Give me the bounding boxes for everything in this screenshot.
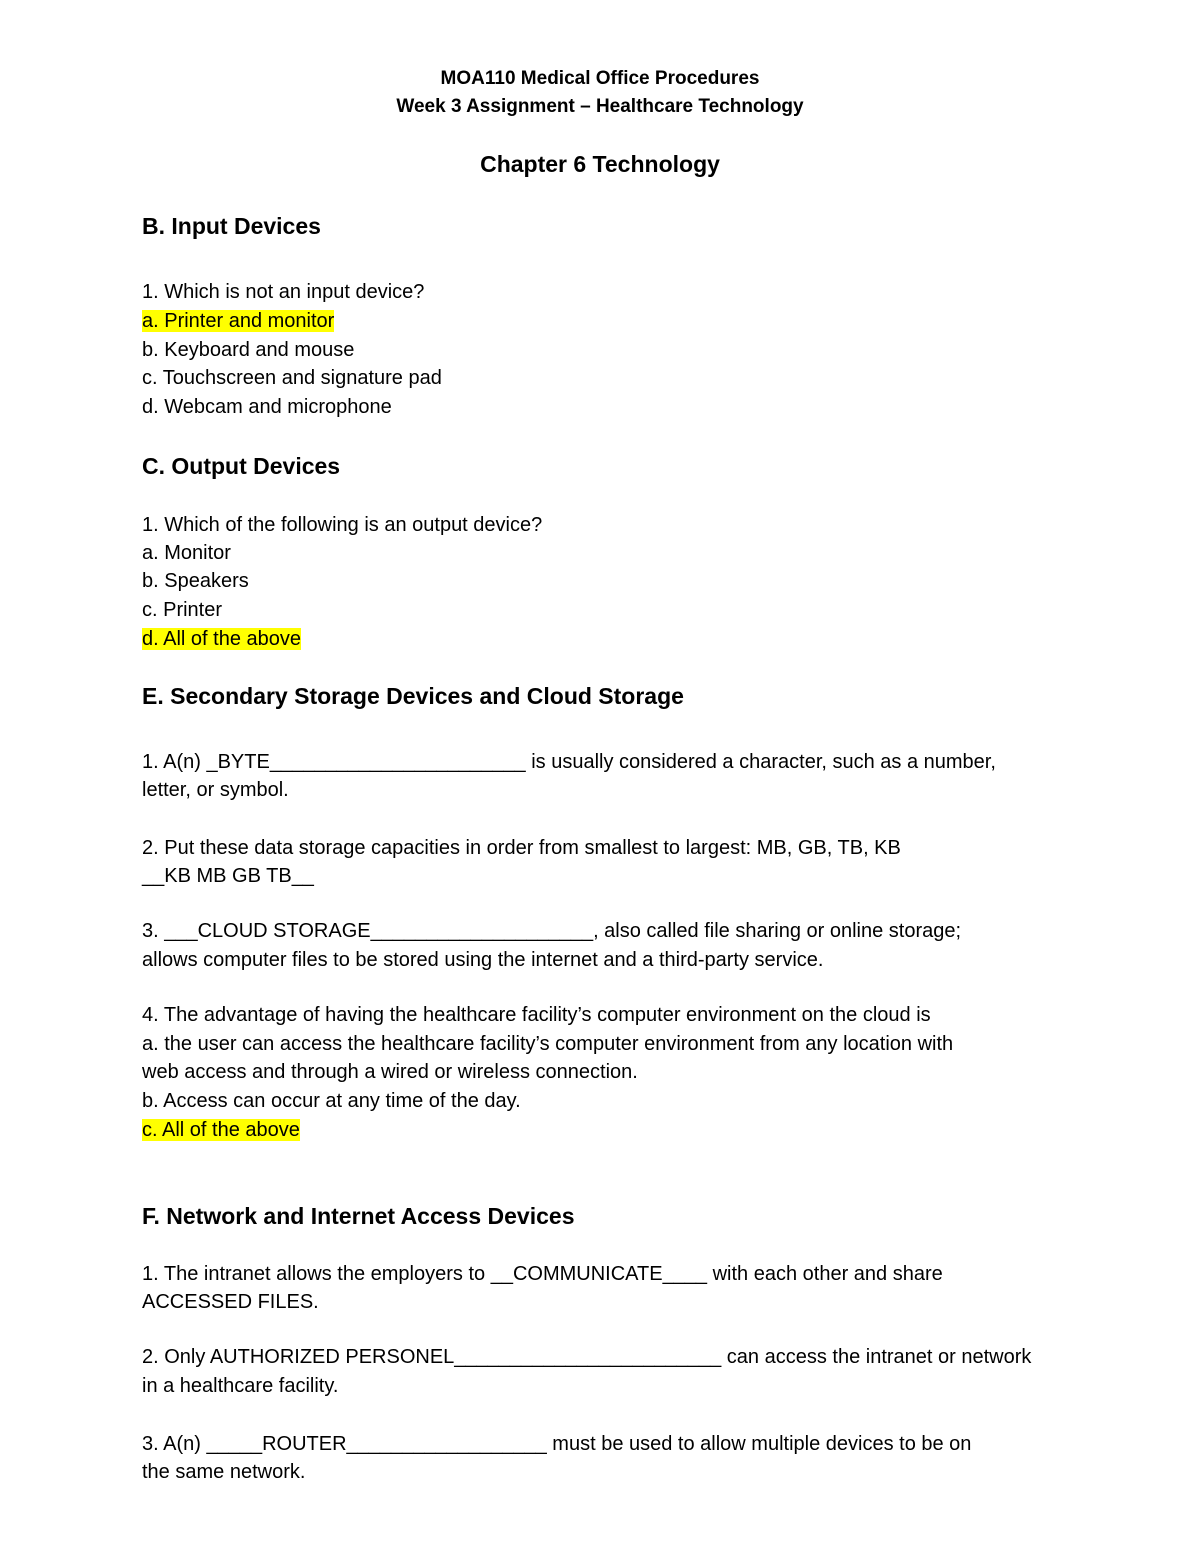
answer-option: a. Monitor — [142, 542, 231, 564]
answer-option: b. Speakers — [142, 570, 249, 592]
section-heading-input: B. Input Devices — [142, 213, 321, 239]
question-text: 1. A(n) _BYTE_______________________ is usually considered a character, such as a number, — [142, 751, 996, 773]
answer-text: __KB MB GB TB__ — [142, 865, 314, 887]
question-text: 3. ___CLOUD STORAGE____________________, also called file sharing or online storage; — [142, 920, 962, 942]
answer-option: a. the user can access the healthcare facility’s computer environment from any location with — [142, 1033, 954, 1055]
question-text: letter, or symbol. — [142, 779, 289, 801]
question-text: 4. The advantage of having the healthcare facility’s computer environment on the cloud is — [142, 1004, 931, 1026]
answer-option: c. Touchscreen and signature pad — [142, 367, 442, 389]
question-text: the same network. — [142, 1461, 306, 1483]
answer-option-highlighted: d. All of the above — [142, 628, 302, 650]
question-text: 3. A(n) _____ROUTER__________________ must be used to allow multiple devices to be on — [142, 1433, 972, 1455]
answer-option: c. Printer — [142, 599, 223, 621]
question-text: 2. Put these data storage capacities in order from smallest to largest: MB, GB, TB, KB — [142, 837, 901, 859]
answer-option: b. Access can occur at any time of the day. — [142, 1090, 521, 1112]
answer-option: b. Keyboard and mouse — [142, 339, 355, 361]
question-text: 1. The intranet allows the employers to __COMMUNICATE____ with each other and share — [142, 1263, 943, 1285]
assignment-title: Week 3 Assignment – Healthcare Technology — [396, 96, 804, 117]
answer-option: web access and through a wired or wireless connection. — [142, 1061, 638, 1083]
question-text: 1. Which of the following is an output device? — [142, 514, 543, 536]
chapter-title: Chapter 6 Technology — [480, 151, 720, 177]
section-heading-storage: E. Secondary Storage Devices and Cloud Storage — [142, 683, 684, 709]
section-heading-network: F. Network and Internet Access Devices — [142, 1203, 575, 1229]
question-text: ACCESSED FILES. — [142, 1291, 319, 1313]
question-text: 2. Only AUTHORIZED PERSONEL________________________ can access the intranet or network — [142, 1346, 1032, 1368]
answer-option: d. Webcam and microphone — [142, 396, 392, 418]
question-text: allows computer files to be stored using the internet and a third-party service. — [142, 949, 824, 971]
question-text: in a healthcare facility. — [142, 1375, 339, 1397]
answer-option-highlighted: a. Printer and monitor — [142, 310, 335, 332]
question-text: 1. Which is not an input device? — [142, 281, 425, 303]
answer-option-highlighted: c. All of the above — [142, 1119, 300, 1141]
course-title: MOA110 Medical Office Procedures — [440, 68, 760, 89]
section-heading-output: C. Output Devices — [142, 453, 341, 479]
